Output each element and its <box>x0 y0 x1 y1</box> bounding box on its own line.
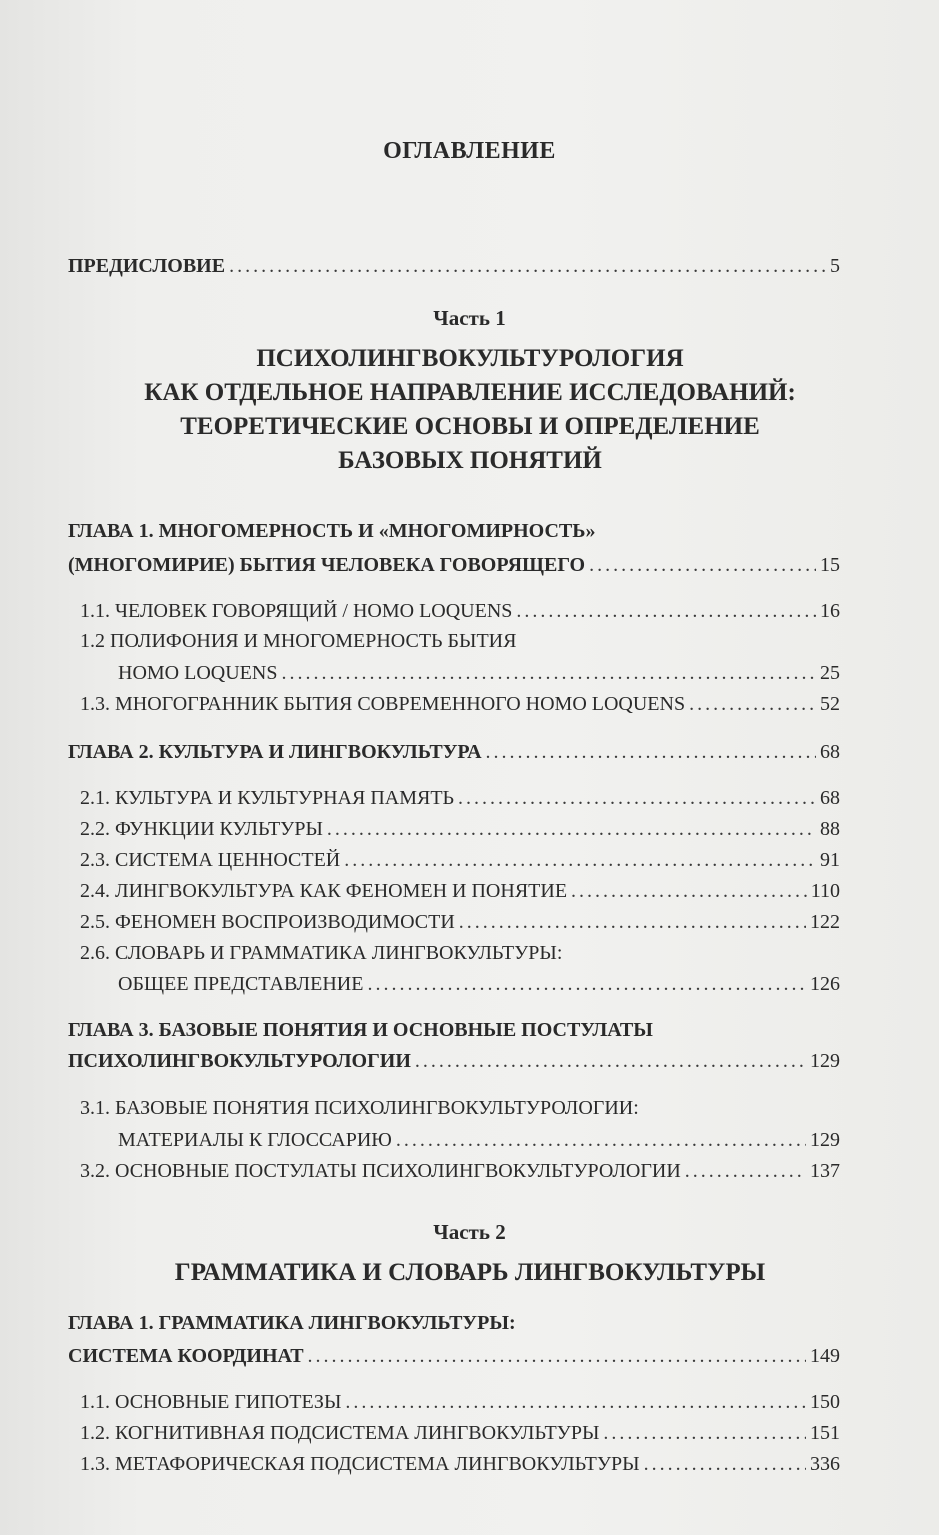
entry-label: 1.1. ОСНОВНЫЕ ГИПОТЕЗЫ <box>80 1391 342 1413</box>
entry-label: 2.3. СИСТЕМА ЦЕННОСТЕЙ <box>80 849 341 871</box>
toc-entry-section[interactable] <box>80 692 840 716</box>
dot-leader <box>644 1452 806 1476</box>
part1-heading-line: БАЗОВЫХ ПОНЯТИЙ <box>338 447 602 474</box>
chapter-title-line: ГЛАВА 1. ГРАММАТИКА ЛИНГВОКУЛЬТУРЫ: <box>68 1312 516 1334</box>
dot-leader <box>458 786 816 810</box>
toc-entry-section[interactable] <box>80 1452 840 1476</box>
dot-leader <box>367 972 806 996</box>
dot-leader <box>571 879 807 903</box>
entry-page: 149 <box>810 1345 840 1367</box>
part2-label: Часть 2 <box>433 1220 506 1244</box>
entry-page: 126 <box>810 973 840 995</box>
part1-heading-line: ТЕОРЕТИЧЕСКИЕ ОСНОВЫ И ОПРЕДЕЛЕНИЕ <box>180 413 760 440</box>
entry-label: 2.5. ФЕНОМЕН ВОСПРОИЗВОДИМОСТИ <box>80 911 455 933</box>
entry-label: 3.2. ОСНОВНЫЕ ПОСТУЛАТЫ ПСИХОЛИНГВОКУЛЬТУРОЛОГИИ <box>80 1160 681 1182</box>
entry-label: 2.2. ФУНКЦИИ КУЛЬТУРЫ <box>80 818 323 840</box>
toc-entry-section[interactable] <box>80 1159 840 1183</box>
dot-leader <box>603 1421 806 1445</box>
entry-page: 88 <box>820 818 840 840</box>
chapter-title-line: ГЛАВА 3. БАЗОВЫЕ ПОНЯТИЯ И ОСНОВНЫЕ ПОСТУЛАТЫ <box>68 1019 653 1041</box>
entry-label: 2.4. ЛИНГВОКУЛЬТУРА КАК ФЕНОМЕН И ПОНЯТИЕ <box>80 880 568 902</box>
part2-heading-line: ГРАММАТИКА И СЛОВАРЬ ЛИНГВОКУЛЬТУРЫ <box>174 1259 766 1286</box>
entry-page: 129 <box>810 1129 840 1151</box>
toc-entry-chapter[interactable] <box>68 1344 840 1368</box>
entry-page: 52 <box>820 693 840 715</box>
dot-leader <box>281 661 816 685</box>
entry-page: 68 <box>820 787 840 809</box>
toc-title: ОГЛАВЛЕНИЕ <box>383 138 556 164</box>
entry-label: HOMO LOQUENS <box>118 662 278 684</box>
entry-label: 1.3. МНОГОГРАННИК БЫТИЯ СОВРЕМЕННОГО HOMO LOQUENS <box>80 693 686 715</box>
entry-label: ГЛАВА 2. КУЛЬТУРА И ЛИНГВОКУЛЬТУРА <box>68 741 482 763</box>
part2-heading <box>90 1256 850 1290</box>
toc-entry-section[interactable] <box>80 786 840 810</box>
entry-label: 2.1. КУЛЬТУРА И КУЛЬТУРНАЯ ПАМЯТЬ <box>80 787 455 809</box>
entry-page: 5 <box>830 255 840 277</box>
entry-page: 122 <box>810 911 840 933</box>
dot-leader <box>396 1128 806 1152</box>
entry-label: ОБЩЕЕ ПРЕДСТАВЛЕНИЕ <box>118 973 364 995</box>
toc-entry-section[interactable] <box>80 910 840 934</box>
dot-leader <box>685 1159 806 1183</box>
entry-page: 336 <box>810 1453 840 1475</box>
dot-leader <box>345 1390 806 1414</box>
entry-label: СИСТЕМА КООРДИНАТ <box>68 1345 304 1367</box>
toc-entry-section[interactable] <box>80 1390 840 1414</box>
part1-label: Часть 1 <box>433 306 506 330</box>
toc-entry-chapter[interactable] <box>68 1049 840 1073</box>
toc-entry-section[interactable] <box>80 817 840 841</box>
entry-page: 68 <box>820 741 840 763</box>
section-title-line: 3.1. БАЗОВЫЕ ПОНЯТИЯ ПСИХОЛИНГВОКУЛЬТУРОЛОГИИ: <box>80 1097 639 1119</box>
entry-page: 110 <box>810 880 840 902</box>
toc-entry-preface[interactable] <box>68 254 840 278</box>
dot-leader <box>229 254 826 278</box>
dot-leader <box>327 817 816 841</box>
entry-page: 15 <box>820 554 840 576</box>
toc-entry-chapter[interactable] <box>68 740 840 764</box>
entry-page: 91 <box>820 849 840 871</box>
entry-page: 150 <box>810 1391 840 1413</box>
entry-label: ПСИХОЛИНГВОКУЛЬТУРОЛОГИИ <box>68 1050 411 1072</box>
entry-label: 1.1. ЧЕЛОВЕК ГОВОРЯЩИЙ / HOMO LOQUENS <box>80 600 513 622</box>
toc-entry-section[interactable] <box>80 1421 840 1445</box>
toc-entry-section[interactable] <box>118 1128 840 1152</box>
entry-page: 16 <box>820 600 840 622</box>
chapter-title-line: ГЛАВА 1. МНОГОМЕРНОСТЬ И «МНОГОМИРНОСТЬ» <box>68 520 596 542</box>
entry-page: 137 <box>810 1160 840 1182</box>
entry-page: 25 <box>820 662 840 684</box>
dot-leader <box>486 740 816 764</box>
entry-label: 1.3. МЕТАФОРИЧЕСКАЯ ПОДСИСТЕМА ЛИНГВОКУЛЬТУРЫ <box>80 1453 640 1475</box>
toc-entry-section[interactable] <box>80 848 840 872</box>
toc-entry-section[interactable] <box>118 972 840 996</box>
section-title-line: 1.2 ПОЛИФОНИЯ И МНОГОМЕРНОСТЬ БЫТИЯ <box>80 630 517 652</box>
entry-page: 151 <box>810 1422 840 1444</box>
toc-entry-section[interactable] <box>80 879 840 903</box>
entry-label: (МНОГОМИРИЕ) БЫТИЯ ЧЕЛОВЕКА ГОВОРЯЩЕГО <box>68 554 586 576</box>
dot-leader <box>689 692 816 716</box>
dot-leader <box>589 553 816 577</box>
section-title-line: 2.6. СЛОВАРЬ И ГРАММАТИКА ЛИНГВОКУЛЬТУРЫ: <box>80 942 563 964</box>
dot-leader <box>459 910 806 934</box>
dot-leader <box>308 1344 806 1368</box>
dot-leader <box>344 848 816 872</box>
dot-leader <box>415 1049 806 1073</box>
dot-leader <box>516 599 816 623</box>
part1-heading-line: ПСИХОЛИНГВОКУЛЬТУРОЛОГИЯ <box>256 345 684 372</box>
entry-label: МАТЕРИАЛЫ К ГЛОССАРИЮ <box>118 1129 392 1151</box>
toc-entry-section[interactable] <box>80 599 840 623</box>
entry-label: ПРЕДИСЛОВИЕ <box>68 255 226 277</box>
entry-page: 129 <box>810 1050 840 1072</box>
toc-entry-section[interactable] <box>118 661 840 685</box>
part1-heading <box>90 342 850 478</box>
part1-heading-line: КАК ОТДЕЛЬНОЕ НАПРАВЛЕНИЕ ИССЛЕДОВАНИЙ: <box>144 379 796 406</box>
toc-entry-chapter[interactable] <box>68 553 840 577</box>
entry-label: 1.2. КОГНИТИВНАЯ ПОДСИСТЕМА ЛИНГВОКУЛЬТУРЫ <box>80 1422 600 1444</box>
